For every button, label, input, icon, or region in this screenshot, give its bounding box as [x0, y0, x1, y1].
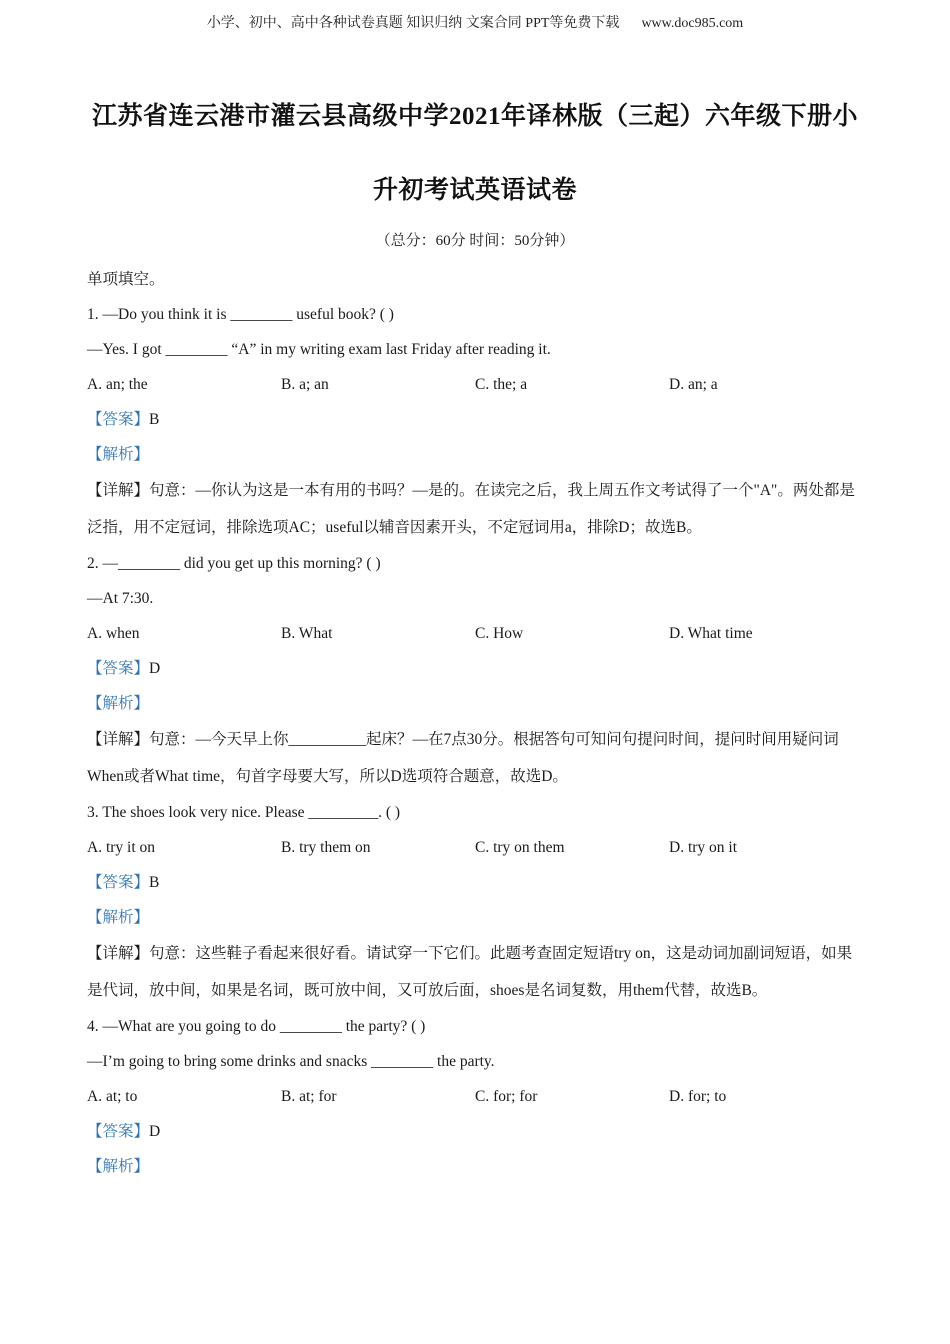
option-a: A. try it on [87, 839, 156, 856]
option-b: B. try them on [281, 839, 371, 856]
question-stem: 3. The shoes look very nice. Please _________. ( ) [87, 804, 401, 821]
section-heading: 单项填空。 [87, 271, 165, 288]
options-row [87, 367, 867, 402]
detail-text: 句意：—你认为这是一本有用的书吗？—是的。在读完之后，我上周五作文考试得了一个"A"。两处都是泛指，用不定冠词，排除选项AC；useful以辅音因素开头，不定冠词用a，排除D；故选B。 [87, 482, 855, 536]
header-url[interactable]: www.doc985.com [641, 16, 744, 31]
answer-label: 【答案】 [87, 660, 150, 677]
option-a: A. an; the [87, 376, 148, 393]
analysis-label: 【解析】 [87, 695, 150, 712]
question-1 [87, 297, 867, 546]
answer-value: D [149, 1123, 161, 1140]
options-row [87, 1079, 867, 1114]
question-stem: —At 7:30. [87, 590, 154, 607]
detail-label: 【详解】 [87, 731, 150, 748]
options-row [87, 616, 867, 651]
option-b: B. a; an [281, 376, 329, 393]
document-body [87, 262, 867, 1184]
analysis-label: 【解析】 [87, 1158, 150, 1175]
option-a: A. when [87, 625, 140, 642]
document-title-line-1: 江苏省连云港市灌云县高级中学2021年译林版（三起）六年级下册小 [91, 103, 858, 130]
options-row [87, 830, 867, 865]
option-b: B. at; for [281, 1088, 337, 1105]
option-d: D. for; to [669, 1088, 727, 1105]
option-c: C. for; for [475, 1088, 538, 1105]
question-stem: —I’m going to bring some drinks and snacks ________ the party. [87, 1053, 495, 1070]
detail-text: 句意：这些鞋子看起来很好看。请试穿一下它们。此题考查固定短语try on，这是动词加副词短语，如果是代词，放中间，如果是名词，既可放中间，又可放后面，shoes是名词复数，用them代替，故选B。 [87, 945, 853, 999]
detail-label: 【详解】 [87, 482, 150, 499]
answer-value: D [149, 660, 161, 677]
answer-line [87, 402, 867, 437]
option-d: D. What time [669, 625, 753, 642]
option-d: D. try on it [669, 839, 738, 856]
option-a: A. at; to [87, 1088, 138, 1105]
option-c: C. the; a [475, 376, 528, 393]
answer-line [87, 651, 867, 686]
answer-label: 【答案】 [87, 874, 150, 891]
question-4 [87, 1009, 867, 1184]
answer-label: 【答案】 [87, 411, 150, 428]
analysis-line [87, 686, 867, 721]
document-title-line-2: 升初考试英语试卷 [372, 177, 577, 204]
detail-paragraph [87, 472, 867, 546]
option-d: D. an; a [669, 376, 718, 393]
analysis-line [87, 437, 867, 472]
detail-paragraph [87, 721, 867, 795]
answer-label: 【答案】 [87, 1123, 150, 1140]
page-header [0, 12, 950, 32]
analysis-line [87, 1149, 867, 1184]
exam-info: （总分：60分 时间：50分钟） [375, 233, 575, 249]
answer-line [87, 1114, 867, 1149]
detail-paragraph [87, 935, 867, 1009]
option-c: C. How [475, 625, 524, 642]
answer-line [87, 865, 867, 900]
question-2 [87, 546, 867, 795]
question-3 [87, 795, 867, 1009]
question-stem: 1. —Do you think it is ________ useful book? ( ) [87, 306, 394, 323]
analysis-label: 【解析】 [87, 909, 150, 926]
question-stem: —Yes. I got ________ “A” in my writing exam last Friday after reading it. [87, 341, 551, 358]
answer-value: B [149, 411, 160, 428]
detail-text: 句意：—今天早上你__________起床？—在7点30分。根据答句可知问句提问时间，提问时间用疑问词When或者What time，句首字母要大写，所以D选项符合题意，故选D。 [87, 731, 839, 785]
analysis-label: 【解析】 [87, 446, 150, 463]
question-stem: 2. —________ did you get up this morning? ( ) [87, 555, 381, 572]
question-stem: 4. —What are you going to do ________ the party? ( ) [87, 1018, 426, 1035]
option-b: B. What [281, 625, 333, 642]
detail-label: 【详解】 [87, 945, 150, 962]
analysis-line [87, 900, 867, 935]
header-text: 小学、初中、高中各种试卷真题 知识归纳 文案合同 PPT等免费下载 [206, 16, 620, 31]
option-c: C. try on them [475, 839, 565, 856]
answer-value: B [149, 874, 160, 891]
